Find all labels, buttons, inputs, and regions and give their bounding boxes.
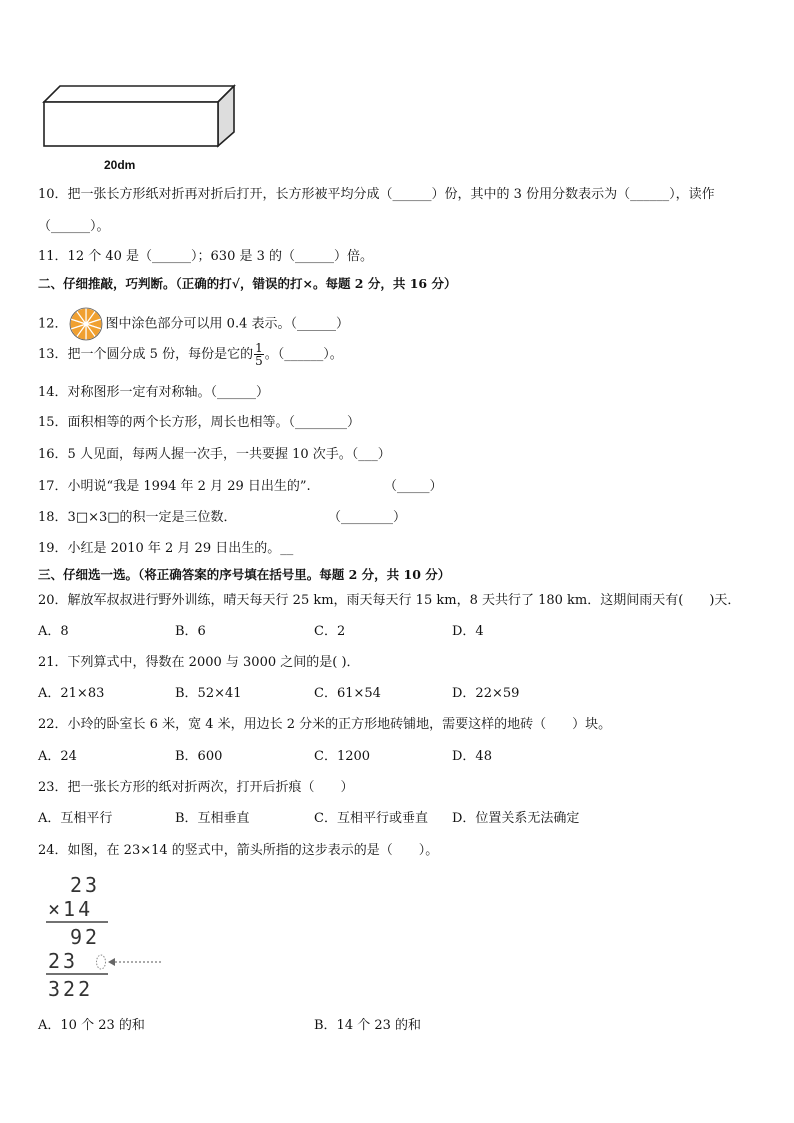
question-10-line1: 10．把一张长方形纸对折再对折后打开，长方形被平均分成（______）份，其中的 3 份用分数表示为（______），读作	[38, 187, 715, 202]
multiplier: ×14	[48, 897, 94, 921]
partial-product-1: 92	[70, 925, 101, 949]
question-21-option-d: D．22×59	[452, 686, 520, 701]
question-20-option-c: C．2	[314, 624, 346, 639]
question-18-blank: （________）	[328, 510, 407, 525]
question-13-tail: 。（______）。	[264, 347, 343, 362]
question-12	[38, 306, 349, 342]
question-20-option-d: D．4	[452, 624, 484, 639]
question-11: 11．12 个 40 是（______）；630 是 3 的（______）倍。	[38, 249, 374, 264]
section-2-heading: 二、仔细推敲，巧判断。（正确的打√，错误的打×。每题 2 分，共 16 分）	[38, 276, 457, 291]
question-23-option-c: C．互相平行或垂直	[314, 811, 428, 826]
product: 322	[48, 977, 94, 1001]
cuboid-figure	[40, 84, 240, 150]
question-13-text: 13．把一个圆分成 5 份，每份是它的	[38, 347, 254, 362]
question-19: 19．小红是 2010 年 2 月 29 日出生的。__	[38, 541, 294, 556]
question-24-option-b: B．14 个 23 的和	[314, 1018, 422, 1033]
arrow-icon	[108, 956, 164, 968]
fraction-denominator: 5	[255, 354, 263, 368]
question-17-blank: （_____）	[384, 479, 443, 494]
question-21: 21．下列算式中，得数在 2000 与 3000 之间的是( )．	[38, 655, 360, 670]
question-24: 24．如图，在 23×14 的竖式中，箭头所指的这步表示的是（ ）。	[38, 843, 439, 858]
question-12-number: 12．	[38, 316, 68, 332]
cuboid-length-label: 20dm	[104, 158, 136, 172]
first-rule-line	[46, 920, 110, 924]
question-23-option-d: D．位置关系无法确定	[452, 811, 580, 826]
question-12-text: 图中涂色部分可以用 0.4 表示。（______）	[105, 316, 349, 332]
question-22-option-c: C．1200	[314, 749, 371, 764]
partial-product-2: 23	[48, 949, 79, 973]
fraction-numerator: 1	[255, 341, 263, 355]
multiplicand: 23	[70, 873, 101, 897]
fraction-one-fifth	[254, 342, 264, 367]
question-20-option-a: A．8	[38, 624, 69, 639]
question-13	[38, 342, 343, 367]
question-20: 20．解放军叔叔进行野外训练，晴天每天行 25 km，雨天每天行 15 km，8 天共行了 180 km．这期间雨天有( )天．	[38, 593, 741, 608]
question-16: 16．5 人见面，每两人握一次手，一共要握 10 次手。（___）	[38, 447, 391, 462]
question-14: 14．对称图形一定有对称轴。（______）	[38, 385, 270, 400]
question-24-option-a: A．10 个 23 的和	[38, 1018, 145, 1033]
question-15: 15．面积相等的两个长方形，周长也相等。（________）	[38, 415, 361, 430]
question-23: 23．把一张长方形的纸对折两次，打开后折痕（ ）	[38, 780, 354, 795]
question-23-option-a: A．互相平行	[38, 811, 113, 826]
question-20-option-b: B．6	[175, 624, 206, 639]
question-22-option-d: D．48	[452, 749, 492, 764]
question-21-option-a: A．21×83	[38, 686, 105, 701]
dotted-zero-placeholder	[94, 953, 108, 971]
question-21-option-c: C．61×54	[314, 686, 381, 701]
question-22-option-a: A．24	[38, 749, 77, 764]
question-17: 17．小明说“我是 1994 年 2 月 29 日出生的”.	[38, 479, 311, 494]
second-rule-line	[46, 972, 110, 976]
pie-icon	[68, 306, 104, 342]
question-23-option-b: B．互相垂直	[175, 811, 250, 826]
question-22: 22．小玲的卧室长 6 米，宽 4 米，用边长 2 分米的正方形地砖铺地，需要这样的地砖（ ）块。	[38, 717, 612, 732]
section-3-heading: 三、仔细选一选。（将正确答案的序号填在括号里。每题 2 分，共 10 分）	[38, 567, 451, 582]
question-18: 18．3□×3□的积一定是三位数．	[38, 510, 237, 525]
question-21-option-b: B．52×41	[175, 686, 242, 701]
question-10-line2: （______）。	[38, 219, 110, 234]
question-22-option-b: B．600	[175, 749, 223, 764]
